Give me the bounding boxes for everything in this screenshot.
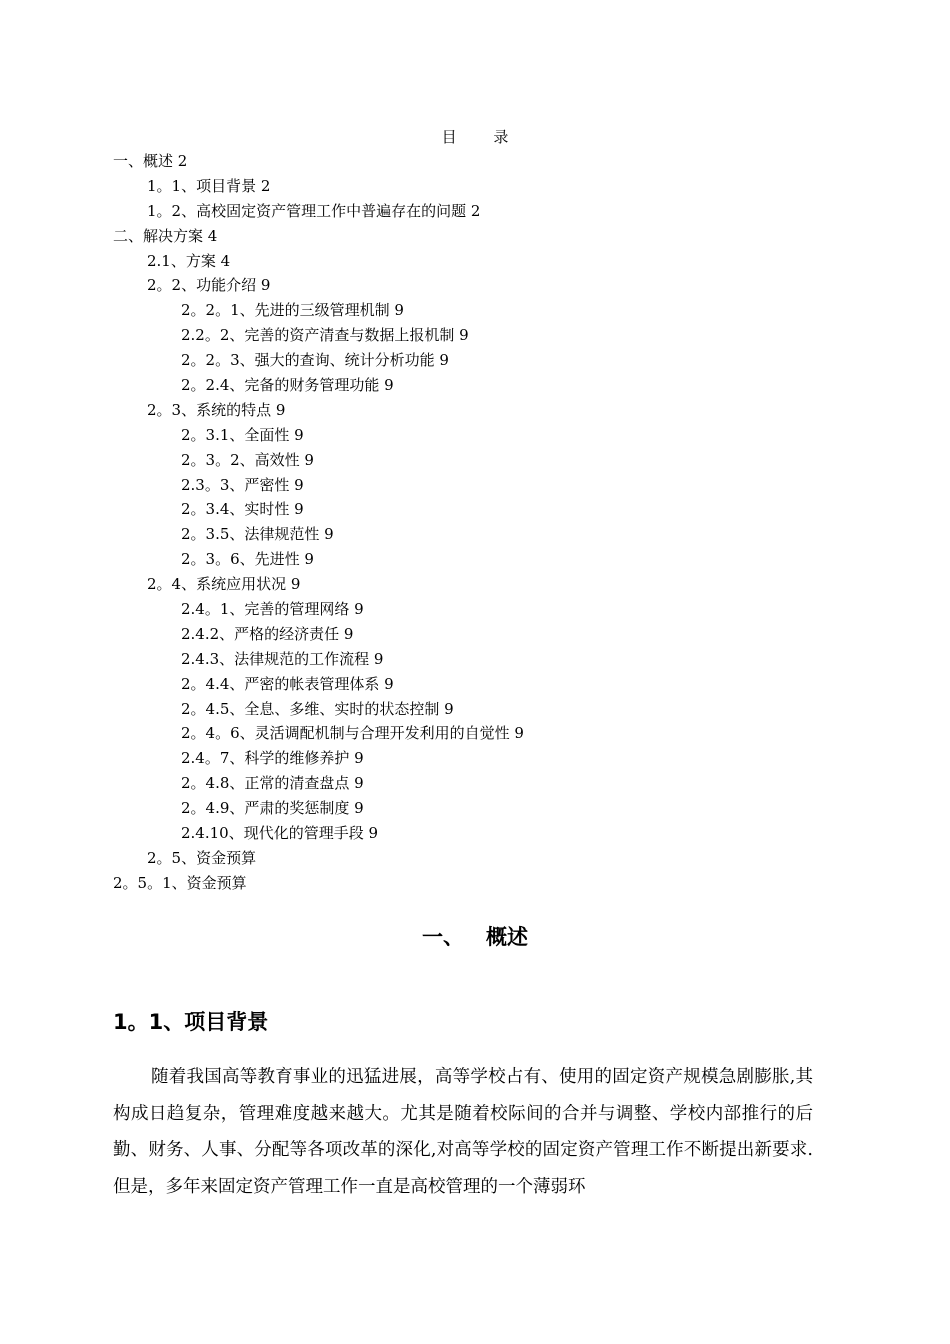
toc-entry[interactable]: 2。2、功能介绍 9 — [147, 276, 271, 295]
toc-entry[interactable]: 2。4.5、全息、多维、实时的状态控制 9 — [181, 699, 454, 718]
toc-entry[interactable]: 2。3。2、高效性 9 — [181, 450, 314, 469]
toc-entry[interactable]: 2。3.1、全面性 9 — [181, 425, 304, 444]
toc-entry[interactable]: 2.4.10、现代化的管理手段 9 — [181, 824, 379, 843]
section-number: 一、 — [422, 925, 464, 949]
toc-entry[interactable]: 1。2、高校固定资产管理工作中普遍存在的问题 2 — [147, 201, 481, 220]
toc-entry[interactable]: 2。4.9、严肃的奖惩制度 9 — [181, 799, 364, 818]
section-heading — [0, 921, 950, 951]
toc-entry[interactable]: 二、解决方案 4 — [113, 226, 218, 245]
table-of-contents — [113, 149, 833, 896]
toc-entry[interactable]: 2.4.2、严格的经济责任 9 — [181, 624, 354, 643]
toc-entry[interactable]: 2.4。7、科学的维修养护 9 — [181, 749, 364, 768]
toc-entry[interactable]: 2。5。1、资金预算 — [113, 873, 247, 892]
toc-entry[interactable]: 2.4.3、法律规范的工作流程 9 — [181, 649, 384, 668]
toc-entry[interactable]: 一、概述 2 — [113, 152, 188, 170]
toc-entry[interactable]: 2。5、资金预算 — [147, 848, 257, 867]
toc-entry[interactable]: 2.1、方案 4 — [147, 251, 231, 270]
body-text — [113, 1059, 813, 1205]
subsection-heading: 1。1、项目背景 — [113, 1010, 269, 1034]
toc-entry[interactable]: 2。4、系统应用状况 9 — [147, 575, 301, 594]
toc-entry[interactable]: 2。4.8、正常的清查盘点 9 — [181, 774, 364, 793]
toc-entry[interactable]: 2。2。3、强大的查询、统计分析功能 9 — [181, 351, 449, 370]
toc-entry[interactable]: 2。4。6、灵活调配机制与合理开发利用的自觉性 9 — [181, 724, 524, 743]
toc-entry[interactable]: 2。3.4、实时性 9 — [181, 500, 304, 519]
toc-entry[interactable]: 2。3.5、法律规范性 9 — [181, 525, 334, 544]
toc-entry[interactable]: 2.4。1、完善的管理网络 9 — [181, 600, 364, 619]
toc-entry[interactable]: 2。2.4、完备的财务管理功能 9 — [181, 376, 394, 395]
toc-entry[interactable]: 2.3。3、严密性 9 — [181, 475, 304, 494]
body-paragraph: 随着我国高等教育事业的迅猛进展，高等学校占有、使用的固定资产规模急剧膨胀,其构成日趋复杂，管理难度越来越大。尤其是随着校际间的合并与调整、学校内部推行的后勤、财务、人事、分配等各项改革的深化,对高等学校的固定资产管理工作不断提出新要求.但是，多年来固定资产管理工作一直是高校管理的一个薄弱环 — [113, 1067, 813, 1197]
toc-entry[interactable]: 1。1、项目背景 2 — [147, 176, 271, 195]
toc-title: 目 录 — [441, 128, 525, 146]
section-title: 概述 — [486, 925, 528, 949]
toc-entry[interactable]: 2。3。6、先进性 9 — [181, 550, 314, 569]
toc-entry[interactable]: 2。4.4、严密的帐表管理体系 9 — [181, 674, 394, 693]
toc-entry[interactable]: 2。2。1、先进的三级管理机制 9 — [181, 301, 404, 320]
toc-entry[interactable]: 2.2。2、完善的资产清查与数据上报机制 9 — [181, 326, 469, 345]
toc-entry[interactable]: 2。3、系统的特点 9 — [147, 400, 286, 419]
